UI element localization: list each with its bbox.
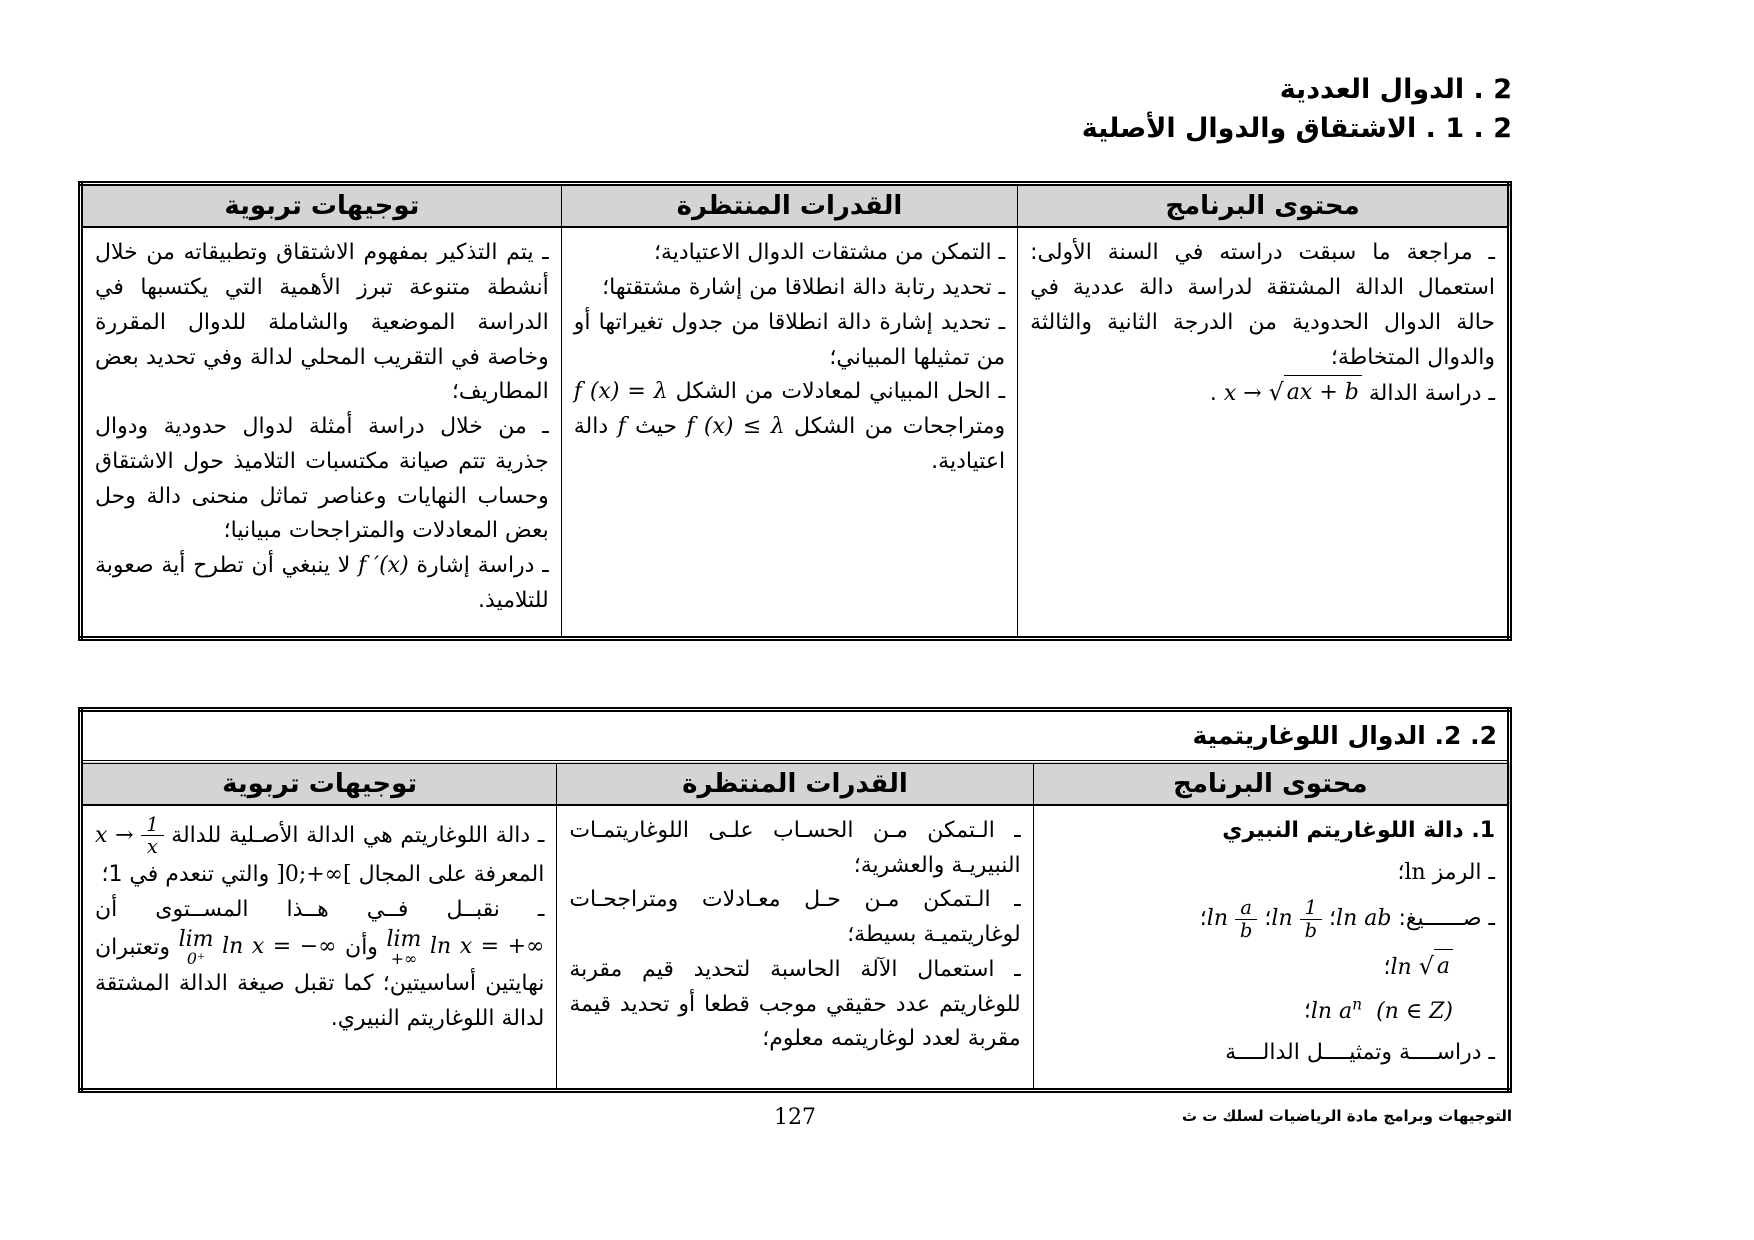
numerator: 1 bbox=[141, 814, 163, 837]
table-logarithmic-functions bbox=[78, 707, 1512, 1093]
math-ln-symbol: ln bbox=[1404, 859, 1426, 885]
bullet-item: ـ الـتمكن مـن حـل معـادلات ومتراجحـات لوغاريتميـة بسيطة؛ bbox=[569, 887, 1021, 948]
cell-guidance bbox=[81, 805, 557, 1091]
sqrt-group bbox=[1269, 375, 1362, 411]
text-run: ln x = +∞ bbox=[429, 934, 545, 960]
math-equation: f (x) = λ bbox=[573, 379, 668, 405]
text-run: ؛ bbox=[1303, 998, 1311, 1024]
bullet-item: ـ تحديد رتابة دالة انطلاقا من إشارة مشتقتها؛ bbox=[602, 275, 1006, 301]
text-run: ـ الرمز bbox=[1432, 859, 1495, 885]
math-inequality: f (x) ≤ λ bbox=[686, 414, 785, 440]
limit-group bbox=[179, 928, 214, 968]
text-run: ؛ bbox=[1329, 906, 1337, 932]
text-run: ـ صــــــيغ: bbox=[1398, 906, 1495, 932]
text-run: ln bbox=[1271, 906, 1293, 932]
text-run: ـ نقبــل فــي هــذا المســتوى أن bbox=[95, 896, 545, 922]
math-sqrt-expression bbox=[1223, 378, 1362, 407]
footer-note: التوجيهات وبرامج مادة الرياضيات لسلك ت ث bbox=[1182, 1107, 1512, 1126]
text-run: ln bbox=[1206, 906, 1228, 932]
table-derivation-antiderivatives bbox=[78, 181, 1512, 641]
cell-expected-skills bbox=[557, 805, 1033, 1091]
math-ln-one-over-b bbox=[1271, 896, 1322, 942]
item-title: 1. دالة اللوغاريتم النبيري bbox=[1222, 817, 1495, 843]
text-run: ؛ bbox=[1264, 906, 1272, 932]
bullet-item bbox=[1046, 949, 1495, 986]
bullet-item: ـ تحديد إشارة دالة انطلاقا من جدول تغيراتها أو من تمثيلها المبياني؛ bbox=[573, 309, 1006, 370]
cell-program-content bbox=[1018, 227, 1510, 639]
fraction bbox=[1300, 897, 1322, 941]
lim-word: lim bbox=[386, 926, 422, 952]
bullet-item: ـ التمكن من مشتقات الدوال الاعتيادية؛ bbox=[653, 240, 1006, 266]
bullet-item bbox=[95, 549, 549, 619]
column-header-program-content: محتوى البرنامج bbox=[1018, 184, 1510, 228]
column-header-program-content: محتوى البرنامج bbox=[1033, 762, 1509, 805]
bullet-item bbox=[95, 893, 544, 1037]
sqrt-group bbox=[1419, 949, 1453, 985]
text-run: (n ∈ Z) bbox=[1376, 998, 1453, 1024]
denominator: b bbox=[1240, 918, 1253, 942]
text-run: والتي تنعدم في 1؛ bbox=[101, 862, 270, 888]
heading-numeric-functions: 2 . الدوال العددية bbox=[1279, 74, 1512, 105]
math-ln-a-over-b bbox=[1206, 896, 1258, 942]
text-run: المعرفة على المجال bbox=[358, 862, 545, 888]
bullet-item bbox=[1046, 992, 1495, 1029]
column-header-guidance: توجيهات تربوية bbox=[81, 184, 562, 228]
fraction bbox=[141, 814, 163, 858]
page-number: 127 bbox=[774, 1105, 816, 1131]
lim-subscript: +∞ bbox=[390, 948, 418, 968]
cell-expected-skills bbox=[561, 227, 1017, 639]
column-header-expected-skills: القدرات المنتظرة bbox=[557, 762, 1033, 805]
bullet-item bbox=[574, 375, 1005, 479]
text-run: ln x = −∞ bbox=[222, 934, 337, 960]
bullet-item: ـ مراجعة ما سبقت دراسته في السنة الأولى: استعمال الدالة المشتقة لدراسة دالة عددية في حالة الدوال الحدودية من الدرجة الثانية والثالثة والدوال المتخاطة؛ bbox=[1030, 240, 1495, 370]
text-run: ـ الحل المبياني لمعادلات من الشكل bbox=[675, 379, 1006, 405]
table-body-row bbox=[81, 227, 1510, 639]
column-header-guidance: توجيهات تربوية bbox=[81, 762, 557, 805]
text-run: حيث bbox=[635, 414, 677, 440]
radical-sign: √ bbox=[1268, 378, 1284, 407]
bullet-item bbox=[1030, 375, 1495, 412]
bullet-item: ـ دراســــة وتمثيــــل الدالــــة bbox=[1225, 1040, 1495, 1066]
fraction bbox=[1235, 897, 1257, 941]
lim-word: lim bbox=[178, 926, 214, 952]
math-limit-zero-plus bbox=[178, 926, 337, 968]
math-derivative-sign: f ′(x) bbox=[358, 553, 409, 579]
text-run: ln bbox=[1390, 954, 1412, 980]
denominator: b bbox=[1304, 918, 1318, 942]
limit-group bbox=[386, 928, 421, 968]
numerator: 1 bbox=[1300, 897, 1322, 920]
table-header-row bbox=[81, 762, 1510, 805]
section-headings bbox=[78, 70, 1512, 148]
math-interval: ]0;+∞[ bbox=[276, 862, 352, 888]
math-function-symbol: f bbox=[617, 414, 626, 440]
bullet-item: ـ استعمال الآلة الحاسبة لتحديد قيم مقربة للوغاريتم عدد حقيقي موجب قطعا أو تحديد قيمة مقربة لعدد لوغاريتمه معلوم؛ bbox=[569, 956, 1021, 1052]
math-ln-a-power-n bbox=[1310, 995, 1453, 1024]
text-run: ln a bbox=[1310, 998, 1353, 1024]
bullet-item: ـ من خلال دراسة أمثلة لدوال حدودية ودوال جذرية تتم صيانة مكتسبات التلاميذ حول الاشتقاق وحساب النهايات وعناصر تماثل منحنى دالة وحل بعض المعادلات والمتراجحات مبيانيا؛ bbox=[95, 414, 549, 544]
lim-subscript: 0⁺ bbox=[186, 948, 206, 968]
text-run: ـ دراسة الدالة bbox=[1368, 381, 1495, 407]
bullet-item bbox=[1046, 856, 1495, 891]
text-run: ؛ bbox=[1383, 954, 1391, 980]
text-run: ومتراجحات من الشكل bbox=[794, 414, 1006, 440]
radicand: ax + b bbox=[1284, 375, 1362, 411]
cell-guidance bbox=[81, 227, 562, 639]
radical-sign: √ bbox=[1418, 951, 1434, 980]
text-run: وأن bbox=[345, 934, 378, 960]
numerator: a bbox=[1235, 897, 1257, 920]
text-run: ـ دراسة إشارة bbox=[416, 553, 549, 579]
heading-derivation-antiderivatives: 2 . 1 . الاشتقاق والدوال الأصلية bbox=[1081, 113, 1512, 145]
table-title: 2. 2. الدوال اللوغاريتمية bbox=[81, 710, 1510, 762]
page-footer bbox=[78, 1105, 1512, 1139]
text-run: ـ دالة اللوغاريتم هي الدالة الأصـلية للدالة bbox=[171, 822, 545, 848]
text-run: لا ينبغي أن تطرح أية صعوبة للتلاميذ. bbox=[95, 553, 549, 613]
bullet-item: ـ الـتمكن مـن الحسـاب علـى اللوغاريتمـات النبيريـة والعشرية؛ bbox=[569, 817, 1021, 878]
math-x-to-one-over-x bbox=[95, 812, 164, 859]
text-run: وتعتبران نهايتين أساسيتين؛ كما تقبل صيغة الدالة المشتقة لدالة اللوغاريتم النبيري. bbox=[95, 934, 545, 1032]
column-header-expected-skills: القدرات المنتظرة bbox=[561, 184, 1017, 228]
cell-program-content bbox=[1033, 805, 1509, 1091]
text-run: x → bbox=[95, 822, 134, 848]
bullet-item bbox=[1046, 897, 1495, 941]
text-run: ؛ bbox=[1199, 906, 1207, 932]
table-header-row bbox=[81, 184, 1510, 228]
math-limit-plus-infinity bbox=[386, 926, 545, 968]
denominator: x bbox=[146, 835, 158, 859]
text-run: دالة اعتيادية. bbox=[573, 414, 1006, 474]
text-run: ؛ bbox=[1397, 859, 1405, 885]
table-title-row bbox=[81, 710, 1510, 762]
math-ln-ab: ln ab bbox=[1336, 906, 1392, 932]
bullet-item bbox=[95, 814, 544, 893]
bullet-item: ـ يتم التذكير بمفهوم الاشتقاق وتطبيقاته من خلال أنشطة متنوعة تبرز الأهمية التي يكتسبها في الدراسة الموضعية والشاملة للدوال المقررة وخاصة في التقريب المحلي لدالة وفي تحديد بعض المطاريف؛ bbox=[95, 240, 549, 405]
text-run: . bbox=[1209, 381, 1217, 407]
text-run: x → bbox=[1223, 381, 1262, 407]
exponent: n bbox=[1352, 995, 1363, 1014]
radicand: a bbox=[1434, 949, 1453, 985]
math-ln-sqrt-a bbox=[1390, 951, 1453, 980]
table-body-row bbox=[81, 805, 1510, 1091]
